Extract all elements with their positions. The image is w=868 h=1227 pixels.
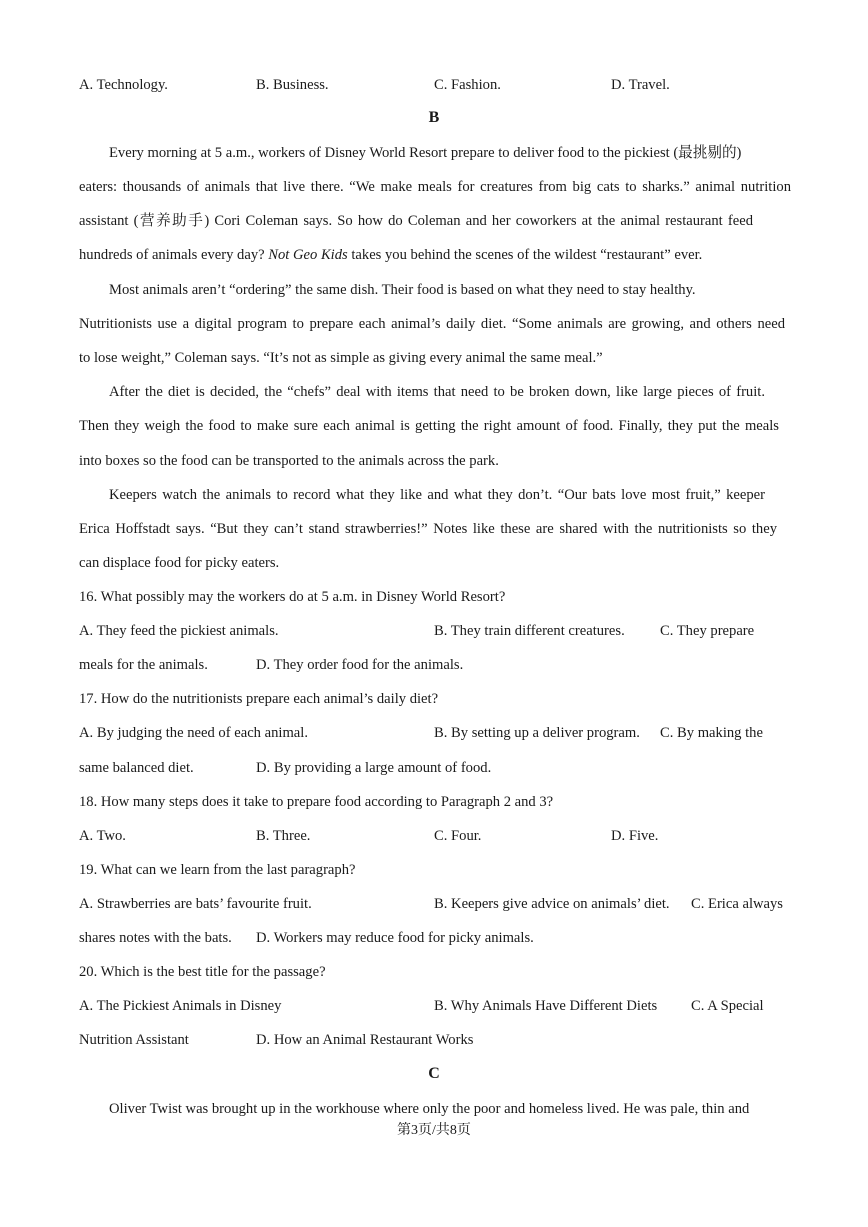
question-19-stem: 19. What can we learn from the last paragraph? — [79, 862, 356, 878]
q20-option-b: B. Why Animals Have Different Diets — [434, 998, 658, 1014]
passage-b-p2-line1: Most animals aren’t “ordering” the same dish. Their food is based on what they need to stay healthy. — [109, 282, 696, 298]
q15-option-a: A. Technology. — [79, 77, 168, 93]
passage-b-p4-line3: can displace food for picky eaters. — [79, 555, 280, 571]
passage-b-p3-line3: into boxes so the food can be transported to the animals across the park. — [79, 453, 499, 469]
question-18-stem: 18. How many steps does it take to prepare food according to Paragraph 2 and 3? — [79, 794, 554, 810]
q16-option-d: D. They order food for the animals. — [256, 657, 464, 673]
question-16-stem: 16. What possibly may the workers do at 5 a.m. in Disney World Resort? — [79, 589, 506, 605]
q16-option-c-cont: meals for the animals. — [79, 657, 208, 673]
q18-option-a: A. Two. — [79, 828, 126, 844]
passage-b-p1-line3: assistant (营养助手) Cori Coleman says. So how do Coleman and her coworkers at the animal restaurant feed — [79, 213, 753, 229]
q19-option-c-cont: shares notes with the bats. — [79, 930, 232, 946]
q16-option-c: C. They prepare — [660, 623, 755, 639]
q17-option-c-cont: same balanced diet. — [79, 760, 194, 776]
q19-option-c: C. Erica always — [691, 896, 783, 912]
q19-option-a: A. Strawberries are bats’ favourite fruit. — [79, 896, 312, 912]
page-number: 第3页/共8页 — [397, 1123, 471, 1138]
question-17-stem: 17. How do the nutritionists prepare each animal’s daily diet? — [79, 691, 439, 707]
magazine-title: Not Geo Kids — [268, 247, 348, 263]
q19-option-b: B. Keepers give advice on animals’ diet. — [434, 896, 670, 912]
passage-b-p3-line2: Then they weigh the food to make sure each animal is getting the right amount of food. Finally, they put the meals — [79, 418, 779, 434]
q18-option-d: D. Five. — [611, 828, 659, 844]
passage-b-p2-line2: Nutritionists use a digital program to prepare each animal’s daily diet. “Some animals are growing, and others need — [79, 316, 785, 332]
passage-b-p1-line2: eaters: thousands of animals that live there. “We make meals for creatures from big cats to sharks.” animal nutrition — [79, 179, 791, 195]
q16-option-b: B. They train different creatures. — [434, 623, 625, 639]
q16-option-a: A. They feed the pickiest animals. — [79, 623, 279, 639]
q20-option-c: C. A Special — [691, 998, 764, 1014]
q18-option-c: C. Four. — [434, 828, 482, 844]
passage-b-p4-line1: Keepers watch the animals to record what they like and what they don’t. “Our bats love most fruit,” keeper — [109, 487, 765, 503]
q15-option-c: C. Fashion. — [434, 77, 501, 93]
passage-b-p1-line1: Every morning at 5 a.m., workers of Disney World Resort prepare to deliver food to the pickiest (最挑剔的) — [109, 145, 742, 161]
passage-b-p2-line3: to lose weight,” Coleman says. “It’s not as simple as giving every animal the same meal.” — [79, 350, 603, 366]
q17-option-d: D. By providing a large amount of food. — [256, 760, 492, 776]
q18-option-b: B. Three. — [256, 828, 311, 844]
passage-b-p3-line1: After the diet is decided, the “chefs” deal with items that need to be broken down, like large pieces of fruit. — [109, 384, 765, 400]
section-c-heading: C — [428, 1065, 440, 1082]
question-20-stem: 20. Which is the best title for the passage? — [79, 964, 326, 980]
q17-option-b: B. By setting up a deliver program. — [434, 725, 640, 741]
q15-option-d: D. Travel. — [611, 77, 670, 93]
q20-option-a: A. The Pickiest Animals in Disney — [79, 998, 282, 1014]
q20-option-d: D. How an Animal Restaurant Works — [256, 1032, 474, 1048]
q15-option-b: B. Business. — [256, 77, 329, 93]
passage-b-p4-line2: Erica Hoffstadt says. “But they can’t stand strawberries!” Notes like these are shared with the nutritionists so they — [79, 521, 777, 537]
passage-b-p1-line4: hundreds of animals every day? Not Geo Kids takes you behind the scenes of the wildest “restaurant” ever. — [79, 247, 703, 263]
q17-option-c: C. By making the — [660, 725, 763, 741]
passage-c-p1-line1: Oliver Twist was brought up in the workhouse where only the poor and homeless lived. He was pale, thin and — [109, 1101, 750, 1117]
q17-option-a: A. By judging the need of each animal. — [79, 725, 308, 741]
q19-option-d: D. Workers may reduce food for picky animals. — [256, 930, 534, 946]
q20-option-c-cont: Nutrition Assistant — [79, 1032, 189, 1048]
section-b-heading: B — [428, 109, 440, 126]
